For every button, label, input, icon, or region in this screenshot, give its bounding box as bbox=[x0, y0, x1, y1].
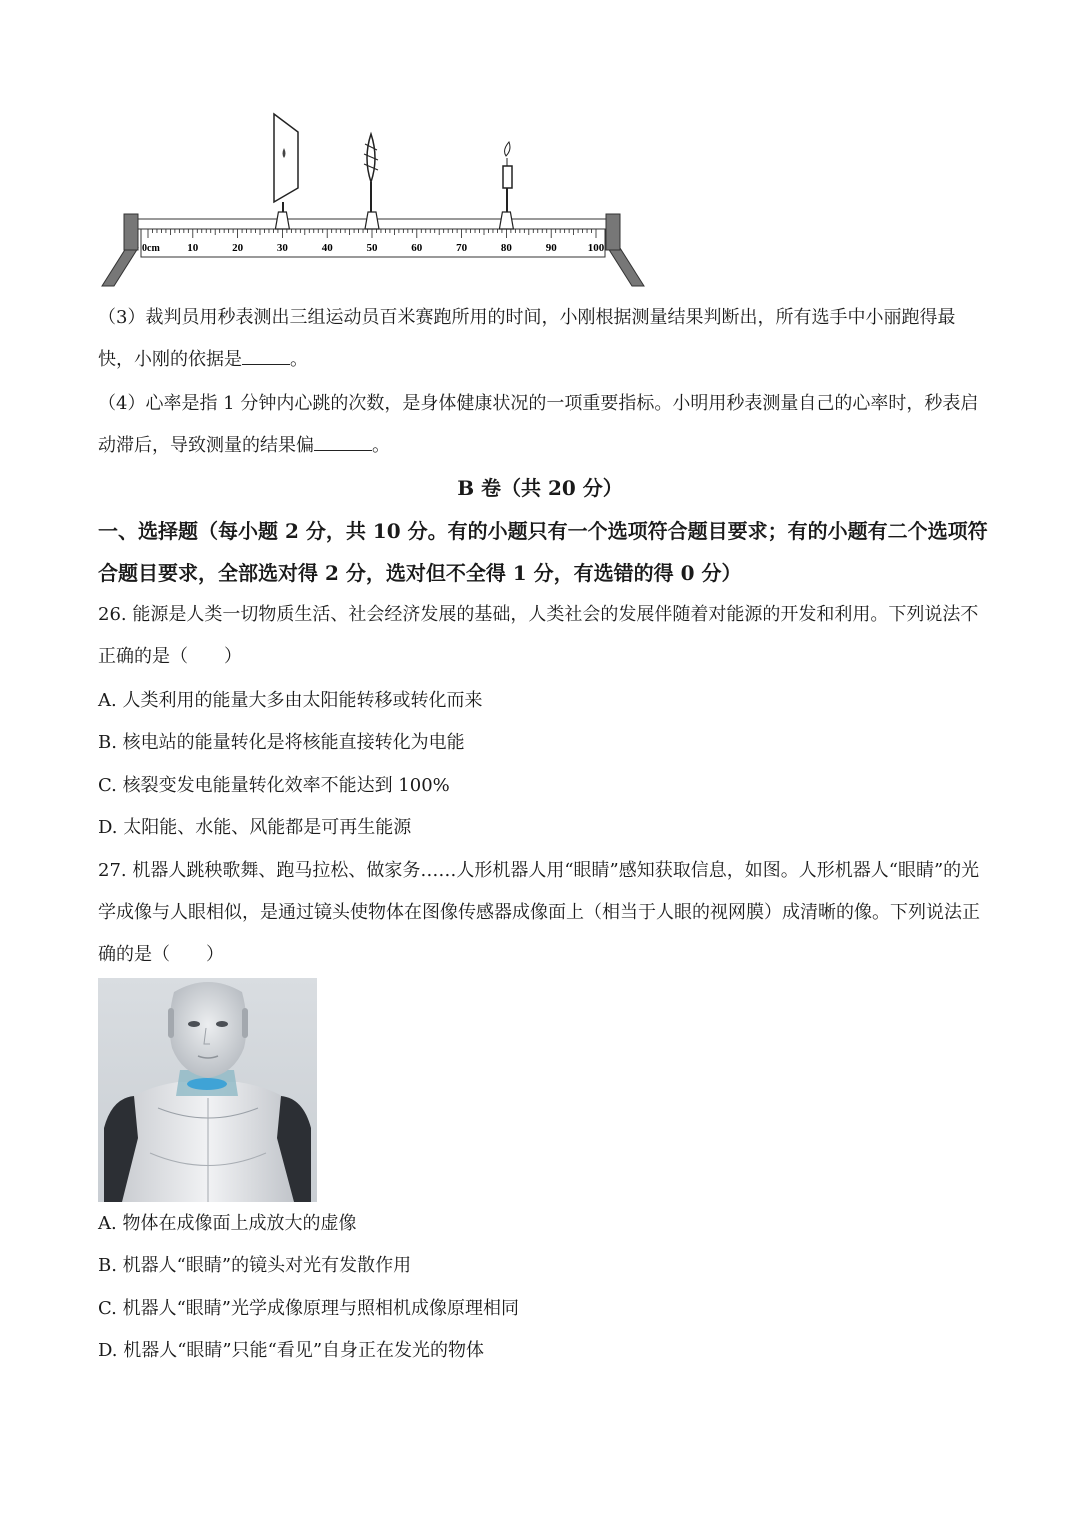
bench-tick-label: 30 bbox=[276, 242, 288, 254]
bench-right-block bbox=[606, 214, 620, 250]
bench-tick-label: 60 bbox=[411, 242, 423, 254]
q27-option-d[interactable]: D. 机器人“眼睛”只能“看见”自身正在发光的物体 bbox=[98, 1340, 485, 1361]
screen-holder bbox=[275, 212, 289, 229]
bench-tick-label: 80 bbox=[500, 242, 512, 254]
bench-tick-label: 90 bbox=[545, 242, 557, 254]
q3-answer-blank[interactable] bbox=[242, 346, 290, 365]
q26-option-c[interactable]: C. 核裂变发电能量转化效率不能达到 100% bbox=[98, 775, 450, 796]
q4-answer-blank[interactable] bbox=[314, 432, 372, 451]
bench-left-leg bbox=[102, 248, 138, 286]
q3-period: 。 bbox=[290, 349, 308, 370]
bench-tick-label: 100 bbox=[587, 242, 605, 254]
q3-text: （3）裁判员用秒表测出三组运动员百米赛跑所用的时间，小刚根据测量结果判断出，所有选手中小丽跑得最快，小刚的依据是 bbox=[98, 307, 956, 370]
light-screen bbox=[274, 114, 298, 202]
candle-holder bbox=[499, 212, 513, 229]
q4-text: （4）心率是指 1 分钟内心跳的次数，是身体健康状况的一项重要指标。小明用秒表测量自己的心率时，秒表启动滞后，导致测量的结果偏 bbox=[98, 393, 979, 456]
lens-holder bbox=[365, 212, 379, 229]
section-b-title: B 卷（共 20 分） bbox=[457, 476, 623, 500]
q26-option-b[interactable]: B. 核电站的能量转化是将核能直接转化为电能 bbox=[98, 732, 465, 753]
q27-option-a[interactable]: A. 物体在成像面上成放大的虚像 bbox=[98, 1213, 357, 1234]
q27-stem: 27. 机器人跳秧歌舞、跑马拉松、做家务……人形机器人用“眼睛”感知获取信息，如图。人形机器人“眼睛”的光学成像与人眼相似，是通过镜头使物体在图像传感器成像面上（相当于人眼的视网膜）成清晰的像。下列说法正确的是（ ） bbox=[98, 860, 980, 965]
q27-option-c[interactable]: C. 机器人“眼睛”光学成像原理与照相机成像原理相同 bbox=[98, 1298, 519, 1319]
bench-unit-label: 0cm bbox=[142, 243, 160, 254]
bench-tick-label: 50 bbox=[366, 242, 378, 254]
convex-lens bbox=[364, 134, 378, 182]
q26-option-d[interactable]: D. 太阳能、水能、风能都是可再生能源 bbox=[98, 817, 412, 838]
bench-right-leg bbox=[608, 248, 644, 286]
q4-period: 。 bbox=[372, 435, 390, 456]
q27-option-b[interactable]: B. 机器人“眼睛”的镜头对光有发散作用 bbox=[98, 1255, 412, 1276]
question-4 bbox=[98, 383, 988, 467]
q26-option-a[interactable]: A. 人类利用的能量大多由太阳能转移或转化而来 bbox=[98, 690, 483, 711]
humanoid-robot-image bbox=[98, 978, 317, 1202]
bench-tick-label: 20 bbox=[232, 242, 244, 254]
q26-stem: 26. 能源是人类一切物质生活、社会经济发展的基础，人类社会的发展伴随着对能源的开发和利用。下列说法不正确的是（ ） bbox=[98, 604, 979, 667]
section-one-instructions: 一、选择题（每小题 2 分，共 10 分。有的小题只有一个选项符合题目要求；有的小题有二个选项符合题目要求，全部选对得 2 分，选对但不全得 1 分，有选错的得 0 分） bbox=[98, 519, 988, 585]
candle bbox=[503, 142, 512, 188]
bench-tick-label: 40 bbox=[321, 242, 333, 254]
bench-tick-label: 10 bbox=[187, 242, 199, 254]
bench-tick-label: 70 bbox=[456, 242, 468, 254]
bench-left-block bbox=[124, 214, 138, 250]
question-3 bbox=[98, 297, 988, 381]
optical-bench-figure bbox=[96, 108, 648, 290]
